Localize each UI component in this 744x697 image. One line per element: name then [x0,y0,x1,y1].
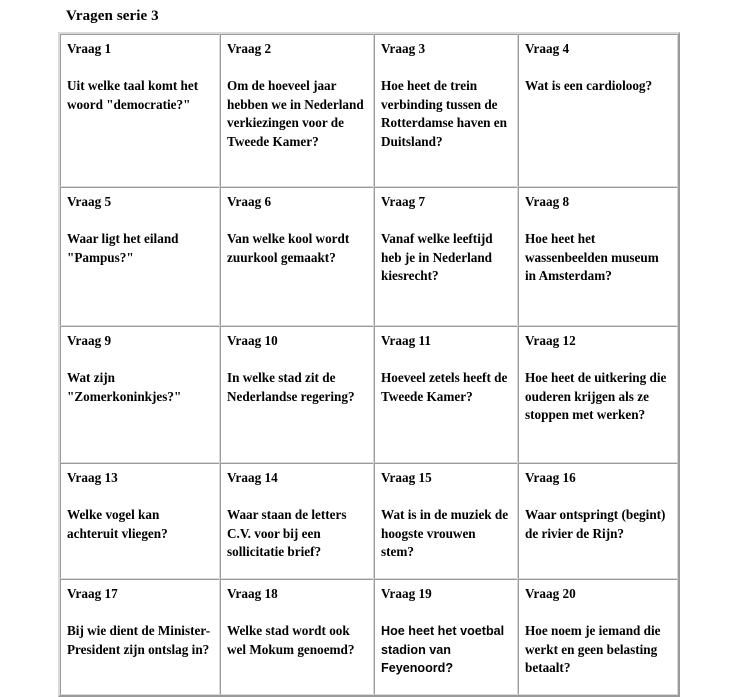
table-row [60,579,678,695]
table-row [60,463,678,579]
spacer [381,488,511,507]
question-text: Welke vogel kan achteruit vliegen? [67,507,168,541]
question-cell-13[interactable] [60,463,220,579]
question-text: In welke stad zit de Nederlandse regering? [227,370,355,404]
question-text: Waar ontspringt (begint) de rivier de Rijn? [525,507,666,541]
question-cell-15[interactable] [374,463,518,579]
question-label: Vraag 12 [525,333,576,348]
question-cell-12[interactable] [518,326,678,463]
question-label: Vraag 7 [381,194,426,209]
spacer [67,59,213,78]
question-label: Vraag 4 [525,41,570,56]
question-text: Hoe heet het voetbal stadion van Feyenoord? [381,624,505,675]
question-cell-18[interactable] [220,579,374,695]
question-cell-11[interactable] [374,326,518,463]
question-label: Vraag 20 [525,586,576,601]
spacer [525,212,671,231]
spacer [67,212,213,231]
table-row [60,187,678,326]
question-text: Wat is een cardioloog? [525,78,653,93]
spacer [227,488,367,507]
question-label: Vraag 6 [227,194,272,209]
question-text: Hoe heet de uitkering die ouderen krijgen als ze stoppen met werken? [525,370,667,422]
spacer [381,604,511,623]
table-row [60,34,678,187]
question-label: Vraag 18 [227,586,278,601]
spacer [525,488,671,507]
question-text: Wat is in de muziek de hoogste vrouwen stem? [381,507,509,559]
question-text: Waar staan de letters C.V. voor bij een sollicitatie brief? [227,507,347,559]
spacer [525,59,671,78]
question-cell-1[interactable] [60,34,220,187]
question-label: Vraag 8 [525,194,570,209]
spacer [67,488,213,507]
question-text: Wat zijn "Zomerkoninkjes?" [67,370,182,404]
question-text: Om de hoeveel jaar hebben we in Nederland verkiezingen voor de Tweede Kamer? [227,78,364,149]
question-text: Uit welke taal komt het woord "democratie?" [67,78,199,112]
question-cell-2[interactable] [220,34,374,187]
question-label: Vraag 11 [381,333,431,348]
question-text: Vanaf welke leeftijd heb je in Nederland kiesrecht? [381,231,493,283]
question-label: Vraag 17 [67,586,118,601]
question-label: Vraag 16 [525,470,576,485]
question-cell-20[interactable] [518,579,678,695]
question-cell-9[interactable] [60,326,220,463]
question-cell-8[interactable] [518,187,678,326]
question-label: Vraag 13 [67,470,118,485]
question-text: Welke stad wordt ook wel Mokum genoemd? [227,623,355,657]
question-cell-10[interactable] [220,326,374,463]
question-label: Vraag 3 [381,41,426,56]
question-cell-7[interactable] [374,187,518,326]
question-label: Vraag 1 [67,41,112,56]
question-label: Vraag 19 [381,586,432,601]
question-label: Vraag 5 [67,194,112,209]
question-text: Hoeveel zetels heeft de Tweede Kamer? [381,370,508,404]
page-title: Vragen serie 3 [66,8,159,24]
question-cell-5[interactable] [60,187,220,326]
spacer [525,604,671,623]
spacer [67,351,213,370]
question-cell-14[interactable] [220,463,374,579]
spacer [381,212,511,231]
question-text: Waar ligt het eiland "Pampus?" [67,231,179,265]
question-cell-17[interactable] [60,579,220,695]
question-text: Van welke kool wordt zuurkool gemaakt? [227,231,350,265]
spacer [381,351,511,370]
question-label: Vraag 2 [227,41,272,56]
question-cell-6[interactable] [220,187,374,326]
question-text: Hoe heet de trein verbinding tussen de Rotterdamse haven en Duitsland? [381,78,507,149]
spacer [381,59,511,78]
question-label: Vraag 14 [227,470,278,485]
spacer [227,212,367,231]
questions-table [58,32,680,697]
question-text: Hoe noem je iemand die werkt en geen belasting betaalt? [525,623,661,675]
spacer [525,351,671,370]
spacer [227,351,367,370]
question-cell-19[interactable] [374,579,518,695]
spacer [227,604,367,623]
question-text: Hoe heet het wassenbeelden museum in Amsterdam? [525,231,659,283]
table-row [60,326,678,463]
question-label: Vraag 10 [227,333,278,348]
question-cell-3[interactable] [374,34,518,187]
question-cell-4[interactable] [518,34,678,187]
spacer [227,59,367,78]
spacer [67,604,213,623]
question-cell-16[interactable] [518,463,678,579]
question-label: Vraag 9 [67,333,112,348]
question-label: Vraag 15 [381,470,432,485]
question-text: Bij wie dient de Minister-President zijn ontslag in? [67,623,211,657]
